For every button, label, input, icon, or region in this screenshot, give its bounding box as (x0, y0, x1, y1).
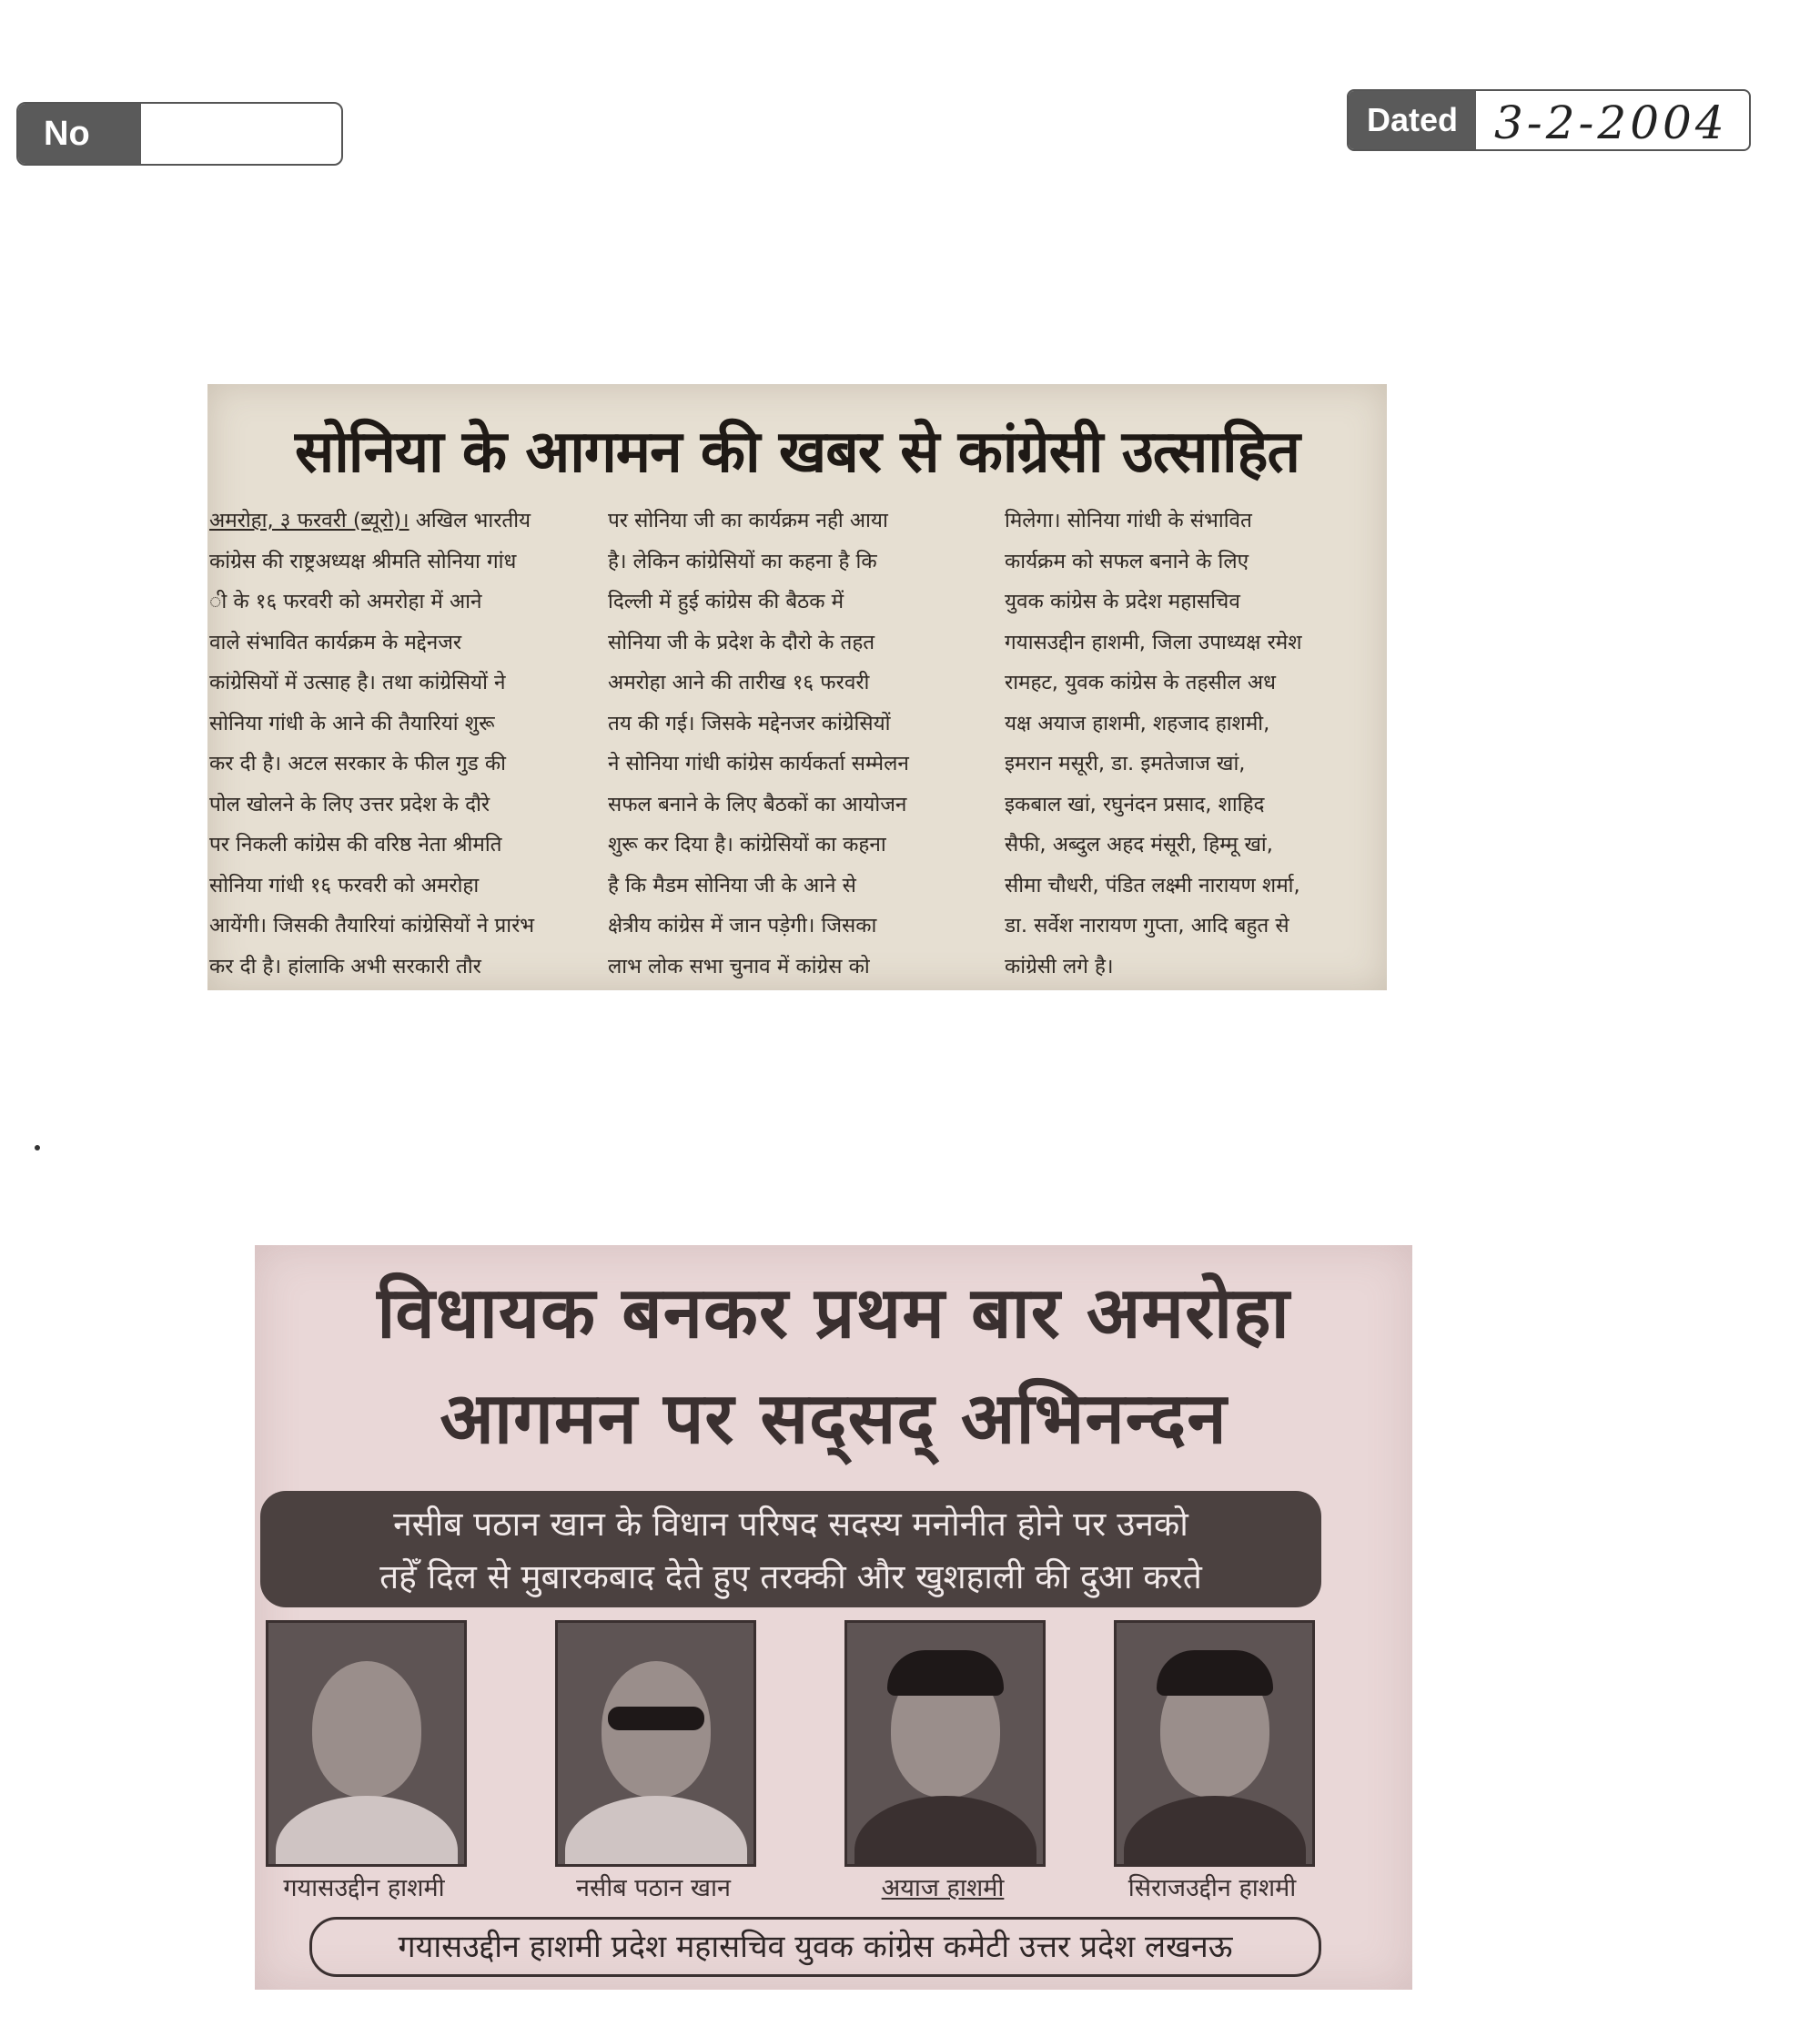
portrait-hair (1157, 1650, 1273, 1696)
banner-line-1: नसीब पठान खान के विधान परिषद सदस्य मनोनीत होने पर उनको (393, 1505, 1188, 1544)
photo-caption: सिराजउद्दीन हाशमी (1127, 1874, 1297, 1902)
article1-col1-line: आयेंगी। जिसकी तैयारियां कांग्रेसियों ने प्रारंभ (209, 914, 535, 937)
article1-col2-line: सोनिया जी के प्रदेश के दौरो के तहत (608, 630, 875, 654)
article1-col1-line: कांग्रेस की राष्ट्रअध्यक्ष श्रीमति सोनिया गांध (209, 549, 517, 573)
article1-col2-line: लाभ लोक सभा चुनाव में कांग्रेस को (608, 954, 870, 978)
article1-col3-line: डा. सर्वेश नारायण गुप्ता, आदि बहुत से (1005, 914, 1289, 937)
article1-col3-line: इकबाल खां, रघुनंदन प्रसाद, शाहिद (1005, 792, 1265, 816)
portrait-head (312, 1661, 421, 1798)
article1-col3-line: इमरान मसूरी, डा. इमतेजाज खां, (1005, 752, 1246, 775)
article1-col3-line: रामहट, युवक कांग्रेस के तहसील अध (1005, 671, 1276, 694)
portrait-shoulders (565, 1796, 747, 1867)
article1-col3-line: युवक कांग्रेस के प्रदेश महासचिव (1005, 590, 1240, 613)
article1-col1-line: सोनिया गांधी के आने की तैयारियां शुरू (209, 711, 495, 735)
news-clipping-sonia (207, 384, 1387, 990)
article1-col3-line: सैफी, अब्दुल अहद मंसूरी, हिम्मू खां, (1005, 833, 1273, 856)
photo-caption: नसीब पठान खान (576, 1874, 731, 1902)
article1-col2-line: अमरोहा आने की तारीख १६ फरवरी (608, 671, 870, 694)
number-label: No (18, 104, 141, 164)
article2-headline-line-2: आगमन पर सद्सद् अभिनन्दन (440, 1378, 1228, 1460)
portrait-shoulders (276, 1796, 458, 1867)
dated-stamp (1347, 89, 1751, 151)
article1-col1-line: सोनिया गांधी १६ फरवरी को अमरोहा (209, 873, 480, 897)
article1-col3-line: यक्ष अयाज हाशमी, शहजाद हाशमी, (1005, 711, 1270, 735)
dated-label: Dated (1349, 91, 1476, 149)
portrait-mustache-icon (266, 1620, 467, 1867)
number-stamp (16, 102, 343, 166)
portrait-shoulders (1124, 1796, 1306, 1867)
article1-col1-line-0 (209, 501, 582, 542)
article1-col2-line: ने सोनिया गांधी कांग्रेस कार्यकर्ता सम्मेलन (608, 752, 909, 775)
news-clipping-felicitation (255, 1245, 1412, 1990)
article2-footer: गयासउद्दीन हाशमी प्रदेश महासचिव युवक कांग्रेस कमेटी उत्तर प्रदेश लखनऊ (309, 1917, 1321, 1977)
photo-caption: गयासउद्दीन हाशमी (283, 1874, 445, 1902)
article1-column-3 (1005, 501, 1378, 987)
article1-col2-line: है कि मैडम सोनिया जी के आने से (608, 873, 856, 897)
portrait-beard-icon (1114, 1620, 1315, 1867)
article1-col1-line: कांग्रेसियों में उत्साह है। तथा कांग्रेसियों ने (209, 671, 506, 694)
article1-col2-line: दिल्ली में हुई कांग्रेस की बैठक में (608, 590, 844, 613)
article1-col1-line: कर दी है। हांलाकि अभी सरकारी तौर (209, 954, 481, 978)
sunglasses-icon (608, 1707, 704, 1730)
article1-col1-line: कर दी है। अटल सरकार के फील गुड की (209, 752, 506, 775)
article1-col1-line: पर निकली कांग्रेस की वरिष्ठ नेता श्रीमति (209, 833, 502, 856)
article1-col2-line: है। लेकिन कांग्रेसियों का कहना है कि (608, 549, 877, 573)
article1-col3-line: कार्यक्रम को सफल बनाने के लिए (1005, 549, 1249, 573)
article1-col2-line: शुरू कर दिया है। कांग्रेसियों का कहना (608, 833, 886, 856)
article1-col2-line: पर सोनिया जी का कार्यक्रम नही आया (608, 509, 888, 532)
article1-col2-line: सफल बनाने के लिए बैठकों का आयोजन (608, 792, 907, 816)
article1-col2-line: तय की गई। जिसके मद्देनजर कांग्रेसियों (608, 711, 891, 735)
article1-column-2 (608, 501, 981, 987)
dated-value: 3-2-2004 (1494, 96, 1728, 149)
article1-col2-line: क्षेत्रीय कांग्रेस में जान पड़ेगी। जिसका (608, 914, 877, 937)
article1-column-1 (209, 501, 582, 987)
article1-col3-line: गयासउद्दीन हाशमी, जिला उपाध्यक्ष रमेश (1005, 630, 1302, 654)
article1-col3-line: सीमा चौधरी, पंडित लक्ष्मी नारायण शर्मा, (1005, 873, 1300, 897)
article1-headline: सोनिया के आगमन की खबर से कांग्रेसी उत्साहित (295, 419, 1299, 486)
article1-col1-first-rest: अखिल भारतीय (415, 509, 531, 532)
portrait-sunglasses-icon (555, 1620, 756, 1867)
article1-body (207, 501, 1387, 978)
article1-dateline: अमरोहा, ३ फरवरी (ब्यूरो)। (209, 509, 410, 532)
article1-col3-line: कांग्रेसी लगे है। (1005, 954, 1114, 978)
article1-col1-line: ी के १६ फरवरी को अमरोहा में आने (209, 590, 482, 613)
portrait-hair (887, 1650, 1004, 1696)
article2-banner (260, 1491, 1321, 1607)
portrait-young-icon (844, 1620, 1046, 1867)
portrait-shoulders (854, 1796, 1036, 1867)
banner-line-2: तहेँ दिल से मुबारकबाद देते हुए तरक्की और खुशहाली की दुआ करते (379, 1557, 1202, 1596)
article1-col3-line: मिलेगा। सोनिया गांधी के संभावित (1005, 509, 1252, 532)
article2-headline-line-1: विधायक बनकर प्रथम बार अमरोहा (377, 1272, 1290, 1354)
article1-col1-line: वाले संभावित कार्यक्रम के मद्देनजर (209, 630, 462, 654)
paper-speck (35, 1145, 40, 1150)
article1-col1-line: पोल खोलने के लिए उत्तर प्रदेश के दौरे (209, 792, 490, 816)
photo-caption: अयाज हाशमी (881, 1874, 1005, 1902)
